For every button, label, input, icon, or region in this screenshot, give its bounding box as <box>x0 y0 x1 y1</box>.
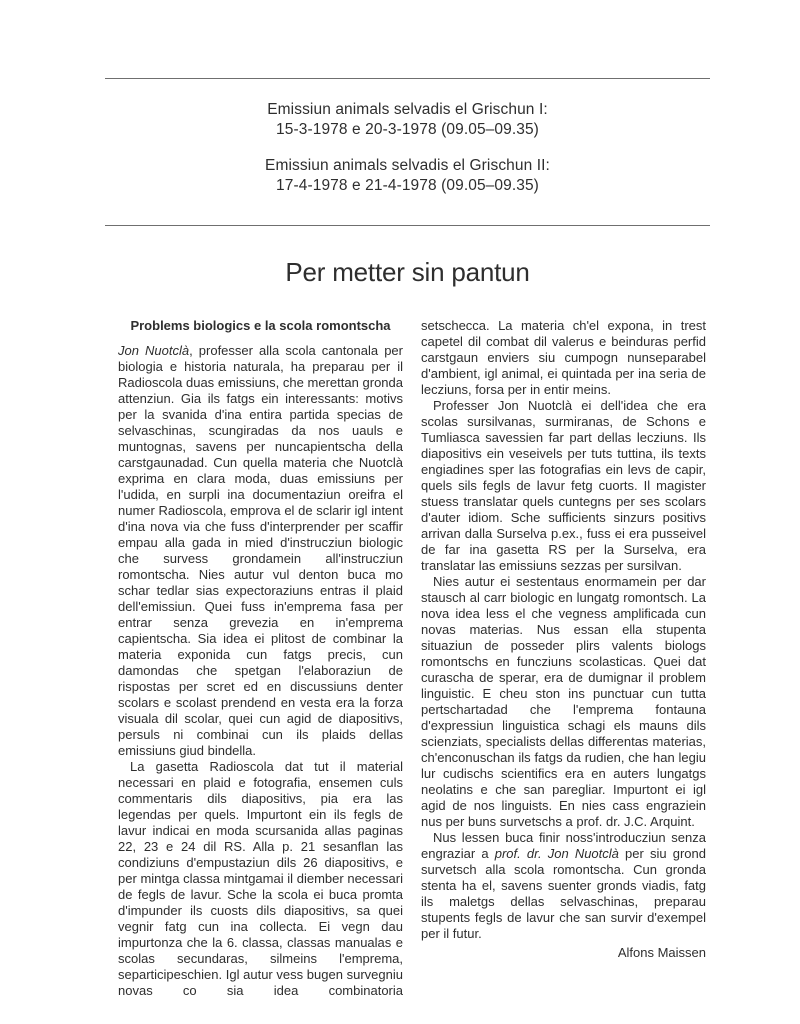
broadcast-2-dates: 17-4-1978 e 21-4-1978 (09.05–09.35) <box>276 177 539 194</box>
paragraph <box>421 318 706 398</box>
paragraph <box>421 574 706 830</box>
broadcast-1-dates: 15-3-1978 e 20-3-1978 (09.05–09.35) <box>276 121 539 138</box>
text-run: La gasetta Radioscola dat tut il material necessari en plaid e fotografia, ensemen culs commentaris dils diapositivs, pia era las legendas per quels. Impurtont ein ils fegls de lavur indicai en moda scursanida allas paginas 22, 23 e 24 dil RS. Alla p. 21 sesanflan las condiziuns d'empustaziun dils 26 diapositivs, e per mintga classa mintgamai il diember necessari de fegls de lavur. Sche la scola ei buca promta d'impunder ils cuosts dils diapositivs, sa quei vegnir fatg cun ina collecta. Ei vegn dau impurtonza che la 6. classa, classas manualas e scolas secundaras, silmeins l'emprema, separticipeschien. Igl autur vess bugen survegniu novas co sia idea combinatoria <box>118 759 403 998</box>
text-run: Nus lessen buca finir noss'introducziun senza engraziar a <box>421 830 706 861</box>
paragraph <box>118 343 403 759</box>
left-column <box>118 318 403 999</box>
text-run: Nies autur ei sestentaus enormamein per dar stausch al carr biologic en lungatg romontsch. La nova idea less el che vegness amplificada cun novas materias. Nus essan ella stupenta situaziun de posseder plirs valents biologs romontschs en funcziuns scolasticas. Quei dat curascha de sperar, era de dumignar il problem linguistic. E cheu ston ins punctuar cun tutta pertschartadad che l'emprema fontauna d'expressiun linguistica schagi els mauns dils scienziats, specialists dellas differentas materias, ch'enconuschan ils fatgs da rudien, che han legiu lur cudischs scientifics era en auters lungatgs neolatins e che san paregliar. Impurtont ei igl agid de nos linguists. En nies cass engraziein nus per buns survetschs a prof. dr. J.C. Arquint. <box>421 574 706 829</box>
header-divider-rule <box>105 225 710 226</box>
broadcast-1 <box>105 100 710 140</box>
broadcast-2 <box>105 156 710 196</box>
article-body <box>118 318 706 999</box>
italic-text-run: prof. dr. Jon Nuotclà <box>494 846 619 861</box>
article-title: Per metter sin pantun <box>285 257 530 287</box>
text-run: per siu grond survetsch alla scola romontscha. Cun gronda stenta ha el, savens suenter gronds viadis, fatg ils maletgs dellas selvaschinas, preparau stupents fegls de lavur che san survir d'exempel per il futur. <box>421 846 706 941</box>
right-column-text <box>421 318 706 942</box>
broadcast-schedule-header <box>105 100 710 212</box>
author-byline: Alfons Maissen <box>617 945 706 960</box>
paragraph <box>421 830 706 942</box>
section-heading: Problems biologics e la scola romontscha <box>130 318 391 333</box>
text-run: Professer Jon Nuotclà ei dell'idea che era scolas sursilvanas, surmiranas, de Schons e Tumliasca savessien far part dellas lecziuns. Ils diapositivs ein veseivels per tuts tuttina, ils texts engiadines sper las fotografias ein levs de capir, quels sils fegls de lavur fetg cuorts. Il magister stuess translatar quels cuntegns per ses scolars d'auter idiom. Sche sufficients sinzurs positivs arrivan dalla Surselva p.ex., fuss ei era pusseivel de far ina gasetta RS per la Surselva, era translatar las emissiuns sezzas per sursilvan. <box>421 398 706 573</box>
italic-text-run: Jon Nuotclà <box>118 343 190 358</box>
paragraph <box>421 398 706 574</box>
paragraph <box>118 759 403 999</box>
text-run: , professer alla scola cantonala per biologia e historia naturala, ha preparau per il Radioscola duas emissiuns, che merettan gronda attenziun. Gia ils fatgs ein interessants: motivs per la svanida d'ina entira partida specias de selvaschinas, scungiradas da nos uauls e muntognas, savens per nuncapientscha della carstgaunadad. Cun quella materia che Nuotclà exprima en clara moda, duas emissiuns per l'udida, en surpli ina documentaziun oreifra el numer Radioscola, emprova el de sclarir igl intent d'ina nova via che fuss d'interprender per scaffir empau alla gada in mied d'instrucziun biologic che survess grondamein all'instrucziun romontscha. Nies autur vul denton buca mo schar tedlar sias expectoraziuns entras il plaid dell'emissiun. Quei fuss in'emprema fasa per entrar senza grevezia en in'emprema capientscha. Sia idea ei plitost de combinar la materia exponida cun fatgs precis, cun damondas che spetgan l'elaboraziun de rispostas per scret ed en discussiuns denter scolars e scolast prendend en vesta era la forza visuala dil scolar, quei cun agid de diapositivs, persuls ni combinai cun ils plaids dellas emissiuns giud bindella. <box>118 343 403 758</box>
top-divider-rule <box>105 78 710 79</box>
left-column-text <box>118 343 403 999</box>
text-run: setschecca. La materia ch'el expona, in trest capetel dil combat dil valerus e beinduras perfid carstgaun enviers siu cumpogn nunseparabel d'ambient, igl animal, ei quintada per ina seria de lecziuns, forsa per in entir meins. <box>421 318 706 397</box>
broadcast-2-title: Emissiun animals selvadis el Grischun II: <box>265 157 550 174</box>
broadcast-1-title: Emissiun animals selvadis el Grischun I: <box>267 101 548 118</box>
right-column <box>421 318 706 999</box>
